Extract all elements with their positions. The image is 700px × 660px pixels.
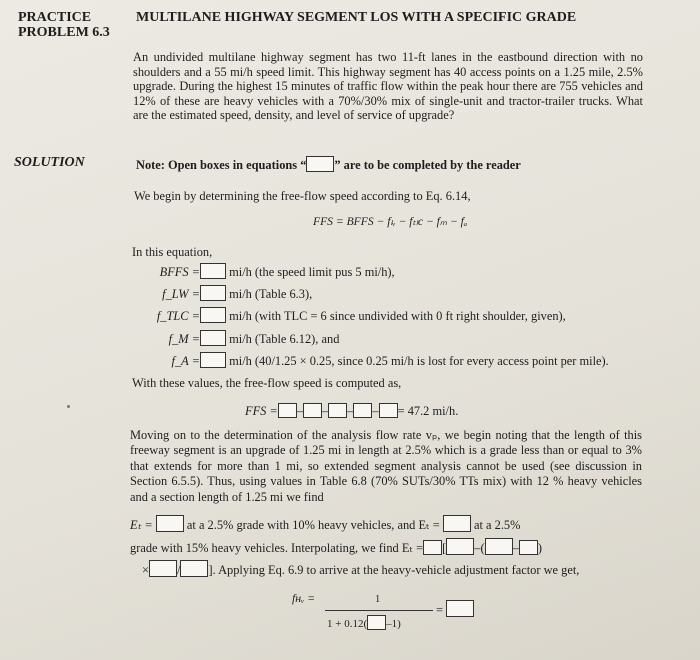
definition-fa (140, 352, 609, 369)
definition-ftlc (140, 307, 566, 324)
practice-problem-label (18, 10, 110, 40)
fhv-denominator: 1 + 0.12( –1) (327, 615, 401, 630)
fhv-result: = (436, 600, 474, 618)
definition-text: mi/h (40/1.25 × 0.25, since 0.25 mi/h is lost for every access point per mile). (229, 354, 609, 368)
answer-box-et-15[interactable] (443, 515, 471, 532)
definition-symbol: f_M = (168, 332, 200, 346)
definition-text: mi/h (the speed limit pus 5 mi/h), (229, 265, 395, 279)
fraction-bar (325, 610, 433, 611)
ffs-box-3[interactable] (328, 403, 347, 418)
definition-fm (140, 330, 339, 347)
definition-symbol: BFFS = (159, 265, 200, 279)
definition-flw (140, 285, 312, 302)
answer-box[interactable] (306, 156, 334, 172)
ffs-equation: FFS = BFFS − fₗᵥ − fₜₗc − fₘ − fₐ (313, 215, 468, 228)
answer-box-et-10[interactable] (156, 515, 184, 532)
note-line (136, 156, 521, 173)
ffs-box-5[interactable] (379, 403, 398, 418)
interp-box-5[interactable] (149, 560, 177, 577)
solution-heading: SOLUTION (14, 155, 85, 170)
answer-box-ftlc[interactable] (200, 307, 226, 323)
definition-symbol: f_TLC = (156, 309, 200, 323)
ffs-box-4[interactable] (353, 403, 372, 418)
practice-line: PRACTICE (18, 10, 92, 25)
flow-rate-paragraph: Moving on to the determination of the analysis flow rate vₚ, we begin noting that the length of this freeway segment is an upgrade of 1.25 mi in length at 2.5% which is a grade less than or equal to 3% that extends for more than 1 mi, so extended segment analysis cannot be used (see discussion in Section 6.5.5). Thus, using values in Table 6.8 (70% SUTs/30% TTs mix) with 12 % heavy vehicles and a section length of 1.25 mi we find (130, 428, 642, 504)
intro-text: We begin by determining the free-flow speed according to Eq. 6.14, (134, 189, 471, 203)
definition-text: mi/h (with TLC = 6 since undivided with 0 ft right shoulder, given), (229, 309, 566, 323)
fhv-den-text: 1 + 0.12( (327, 618, 368, 630)
ffs-label: FFS = (245, 404, 278, 418)
et-text: at a 2.5% grade with 10% heavy vehicles, and Eₜ = (186, 518, 440, 532)
note-text-after: ” are to be completed by the reader (334, 158, 521, 172)
problem-number: PROBLEM 6.3 (18, 25, 110, 40)
fhv-numerator: 1 (375, 594, 381, 605)
definition-text: mi/h (Table 6.3), (229, 287, 313, 301)
ffs-box-1[interactable] (278, 403, 297, 418)
definition-bffs (140, 263, 395, 280)
page-speck (67, 405, 70, 408)
problem-statement: An undivided multilane highway segment has two 11-ft lanes in the eastbound direction with no shoulders and a 55 mi/h speed limit. This highway segment has 40 access points on a 1.25 mile, 2.5% upgrade. During the highest 15 minutes of traffic flow within the peak hour there are 755 vehicles and 12% of these are heavy vehicles with a 70%/30% mix of single-unit and tractor-trailer trucks. What are the estimated speed, density, and level of service of upgrade? (133, 50, 643, 123)
interp-box-1[interactable] (423, 540, 442, 555)
answer-box-bffs[interactable] (200, 263, 226, 279)
interpolation-line: grade with 15% heavy vehicles. Interpolating, we find Eₜ = [ –( – ) (130, 538, 542, 556)
interp-box-3[interactable] (485, 538, 513, 555)
et-text-2: at a 2.5% (474, 518, 521, 532)
definition-symbol: f_LW = (162, 287, 200, 301)
et-label: Eₜ = (130, 518, 153, 532)
apply-line: × / ]. Applying Eq. 6.9 to arrive at the heavy-vehicle adjustment factor we get, (142, 560, 579, 578)
et-line-1 (130, 515, 520, 533)
with-values-text: With these values, the free-flow speed is computed as, (132, 376, 402, 390)
fhv-box-result[interactable] (446, 600, 474, 617)
interp-box-6[interactable] (180, 560, 208, 577)
definition-text: mi/h (Table 6.12), and (229, 332, 340, 346)
in-this-equation: In this equation, (132, 245, 213, 259)
apply-text: Applying Eq. 6.9 to arrive at the heavy-vehicle adjustment factor we get, (218, 563, 580, 577)
ffs-computation: FFS = – – – – = 47.2 mi/h. (245, 404, 459, 418)
ffs-box-2[interactable] (303, 403, 322, 418)
answer-box-flw[interactable] (200, 285, 226, 301)
interp-box-4[interactable] (519, 540, 538, 555)
note-text-before: Note: Open boxes in equations “ (136, 158, 307, 172)
interp-text: grade with 15% heavy vehicles. Interpolating, we find Eₜ = (130, 541, 424, 555)
definition-symbol: f_A = (171, 354, 200, 368)
problem-title: MULTILANE HIGHWAY SEGMENT LOS WITH A SPECIFIC GRADE (136, 10, 577, 25)
fhv-label: fʜᵥ = (292, 592, 316, 605)
ffs-result: = 47.2 mi/h. (397, 404, 459, 418)
interp-box-2[interactable] (446, 538, 474, 555)
answer-box-fa[interactable] (200, 352, 226, 368)
fhv-box-et[interactable] (367, 615, 386, 630)
answer-box-fm[interactable] (200, 330, 226, 346)
